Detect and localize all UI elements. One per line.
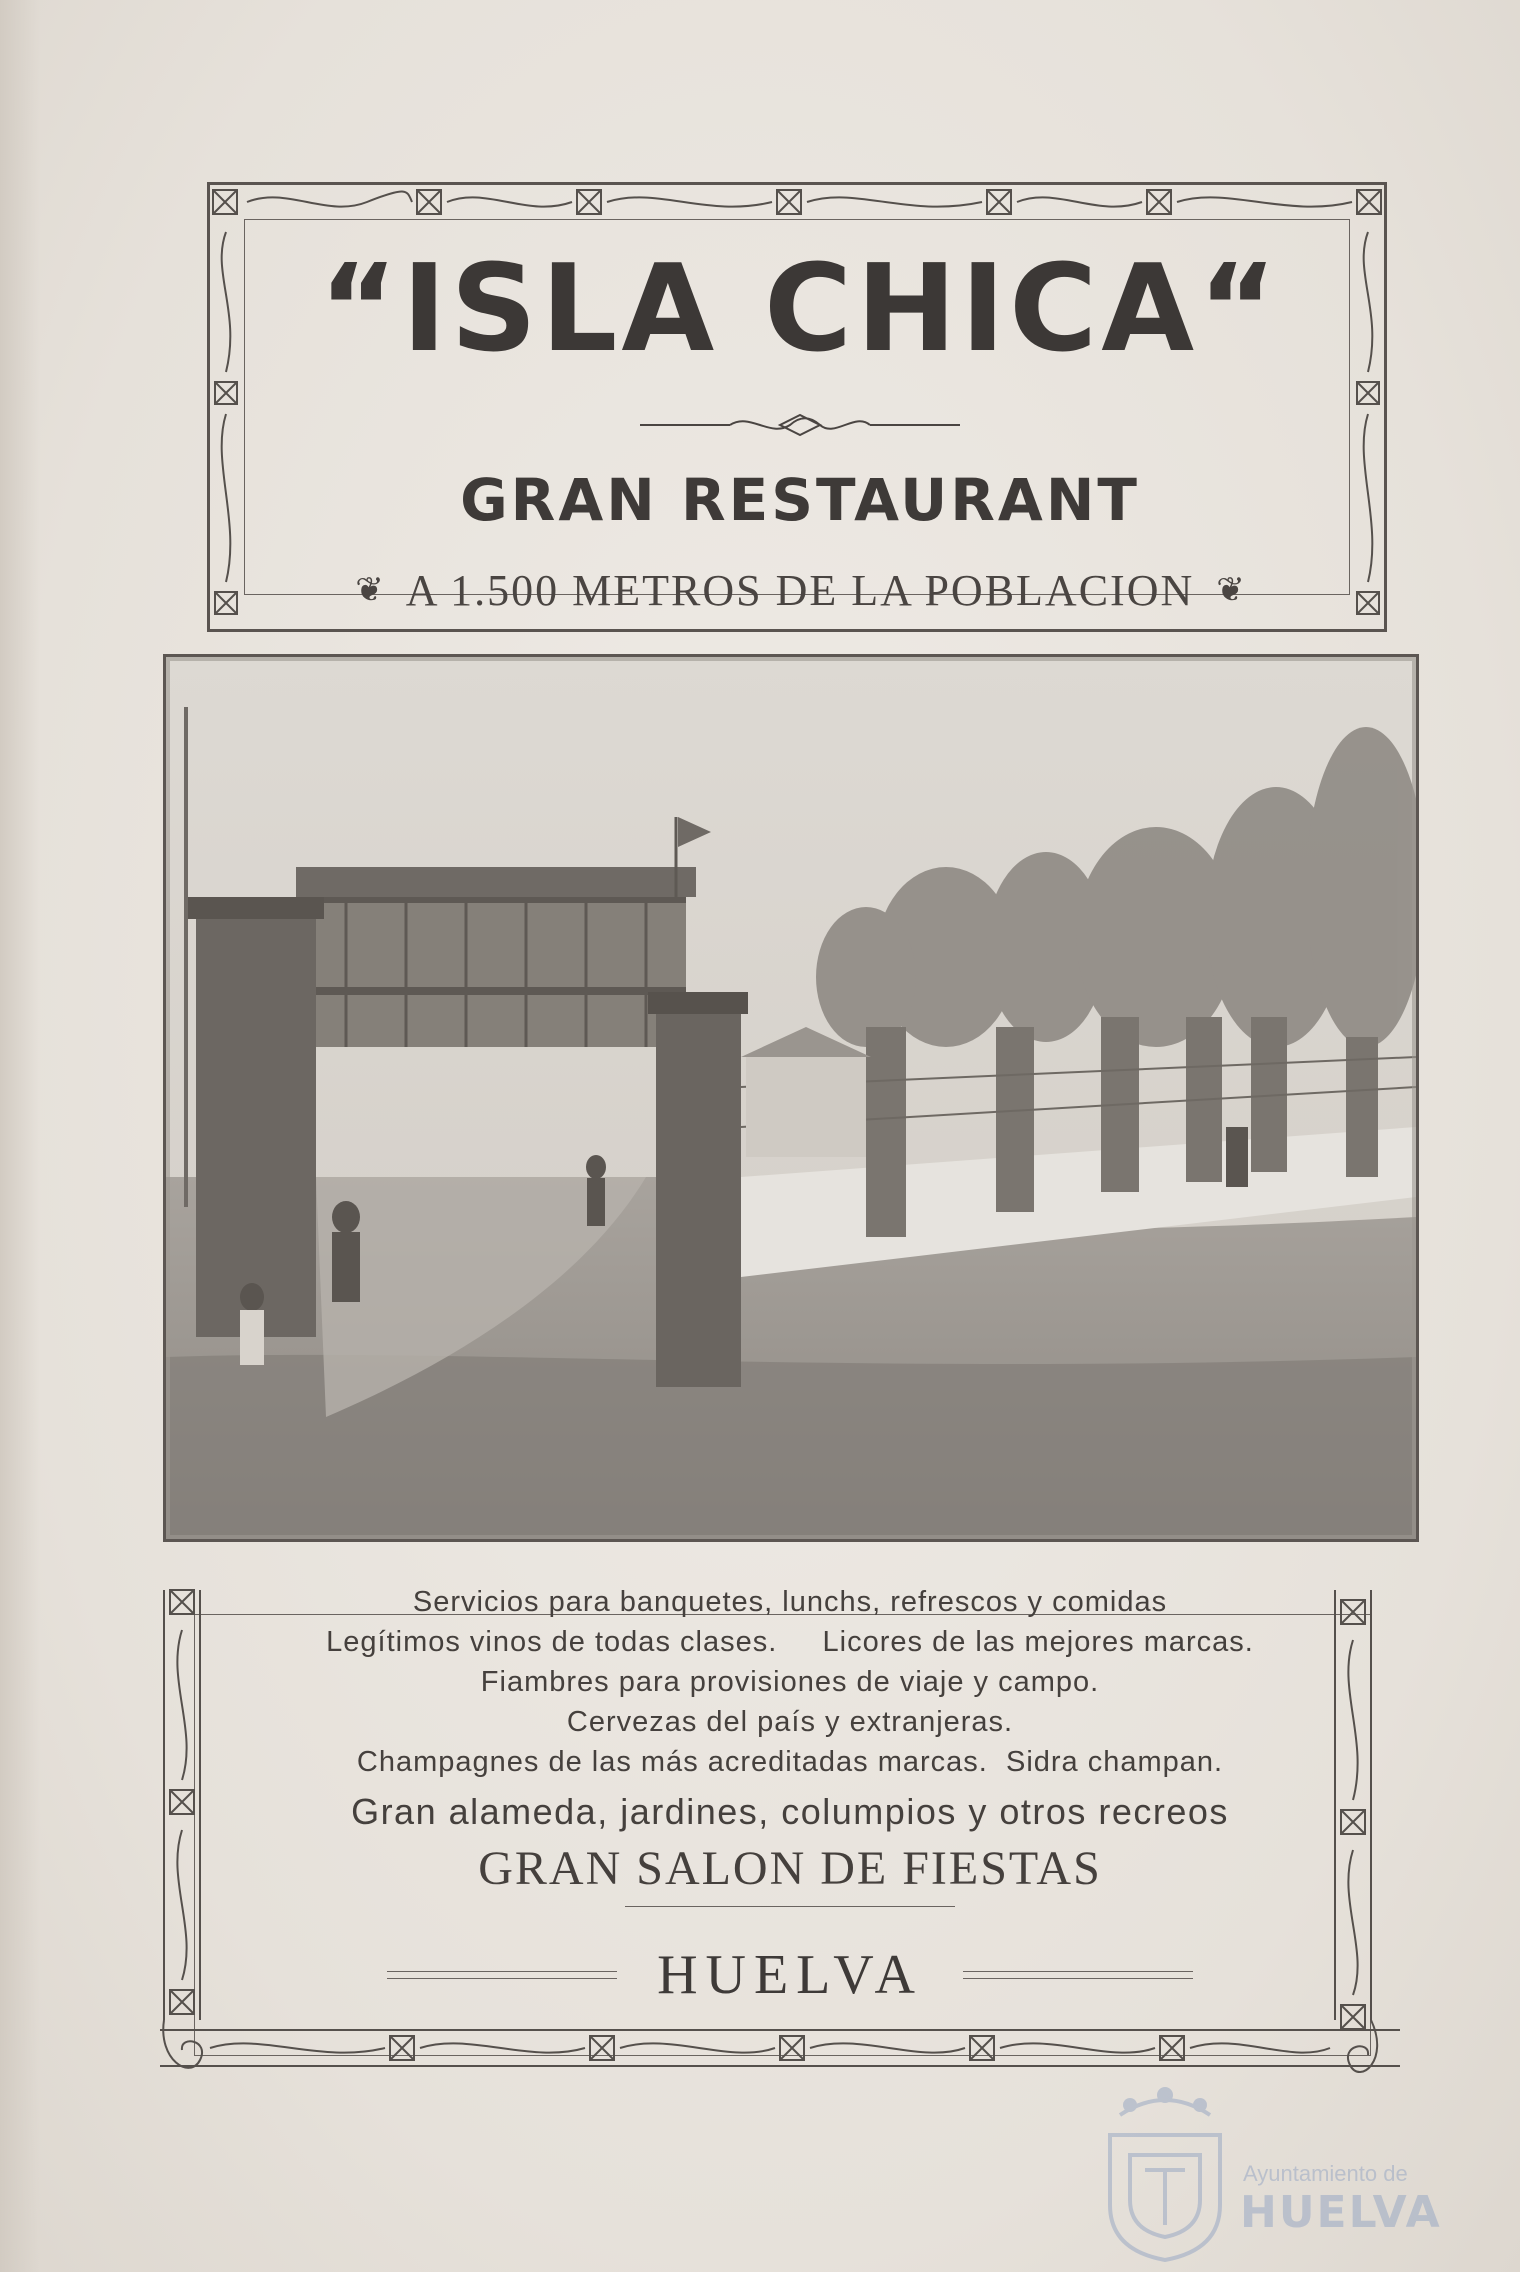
distance-line: [280, 560, 1320, 620]
right-fleuron-icon: ❦: [1216, 570, 1245, 610]
service-line: Servicios para banquetes, lunchs, refrescos y comidas: [412, 1586, 1168, 1618]
city-rule-right: [963, 1971, 1193, 1979]
salon-underline: [625, 1906, 955, 1907]
distance-text: A 1.500 METROS DE LA POBLACION: [405, 565, 1195, 615]
restaurant-photograph: [163, 654, 1419, 1542]
binding-shadow: [0, 0, 40, 2272]
city-name: HUELVA: [657, 1944, 923, 2006]
salon-heading: GRAN SALON DE FIESTAS: [478, 1842, 1102, 1895]
city-rule-left: [387, 1971, 617, 1979]
restaurant-title: “ISLA CHICA“: [318, 240, 1281, 379]
coat-of-arms-icon: [1100, 2075, 1230, 2265]
watermark-caption: Ayuntamiento de: [1243, 2161, 1408, 2186]
service-line: Cervezas del país y extranjeras.: [566, 1706, 1014, 1738]
services-list: [250, 1582, 1330, 1907]
restaurant-subtitle: GRAN RESTAURANT: [460, 466, 1140, 534]
watermark-title: HUELVA: [1240, 2187, 1442, 2238]
city-line: [340, 1940, 1240, 2010]
service-line: Champagnes de las más acreditadas marcas. Sidra champan.: [356, 1746, 1224, 1778]
service-line: Fiambres para provisiones de viaje y campo.: [480, 1666, 1100, 1698]
archive-watermark: [1100, 2075, 1460, 2265]
title-divider-ornament: [640, 410, 960, 440]
service-line: Legítimos vinos de todas clases. Licores de las mejores marcas.: [326, 1626, 1254, 1658]
left-fleuron-icon: ❦: [355, 570, 384, 610]
recreation-line: Gran alameda, jardines, columpios y otros recreos: [351, 1791, 1229, 1832]
